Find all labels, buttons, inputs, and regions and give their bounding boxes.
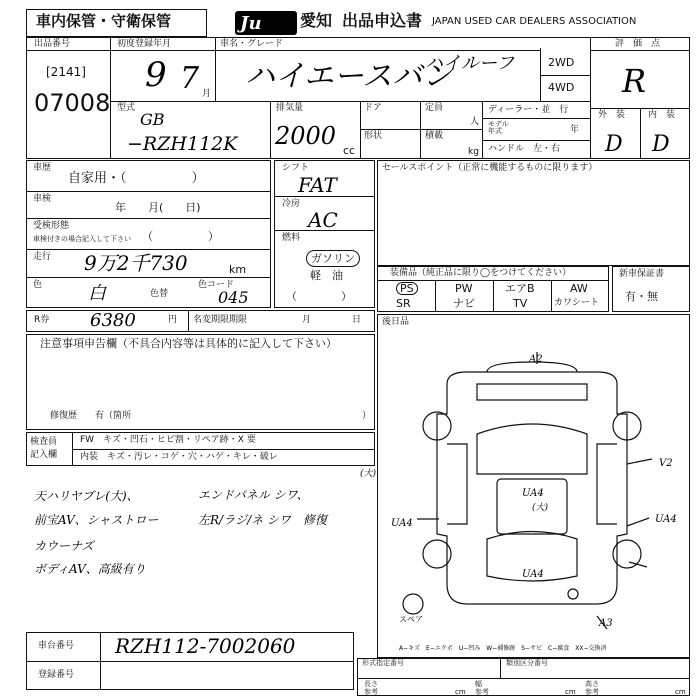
shape-label: 形状: [364, 131, 383, 141]
mileage-label: 走行: [33, 252, 52, 262]
shape-exam-value: （ ）: [142, 230, 219, 243]
color-code-value: 045: [218, 288, 249, 307]
mark-large: (大): [532, 503, 549, 513]
color-change-label: 色替: [150, 289, 169, 299]
handle-label: ハンドル 左・右: [488, 144, 561, 154]
mark-a2: A2: [529, 354, 543, 365]
cm-2: cm: [565, 688, 576, 696]
lot-number: 07008: [34, 89, 111, 117]
ref-1: 参考: [364, 688, 378, 696]
dealer-label: ディーラー・並 行: [488, 105, 569, 115]
mileage-unit: km: [229, 263, 247, 276]
ju-logo: Ju: [235, 11, 297, 35]
warranty-label: 新車保証書: [619, 269, 665, 279]
ref-2: 参考: [475, 688, 489, 696]
remark-2: エンドパネル シワ、: [198, 488, 309, 502]
mark-ua4-left: UA4: [391, 518, 413, 529]
reg-label: 初度登録年月: [117, 39, 172, 49]
repair-close: ）: [362, 411, 372, 421]
mileage-value: 9万2千730: [84, 251, 188, 275]
equipment-label: 装備品（純正品に限り◯をつけてください）: [390, 268, 572, 278]
int-score: D: [652, 132, 670, 157]
form-label: 形式指定番号: [362, 659, 404, 667]
expiry-label: 名変期限期限: [193, 315, 248, 325]
ac-value: AC: [308, 208, 338, 232]
expiry-day: 日: [352, 315, 362, 325]
mark-a3: A3: [599, 618, 613, 629]
chassis-label: 車台番号: [38, 641, 75, 651]
equip-airbag: エアB: [505, 282, 535, 295]
fuel-diesel: 軽 油: [310, 269, 343, 282]
year-unit: 年: [570, 125, 580, 135]
score-value: R: [622, 62, 647, 100]
cc-value: 2000: [275, 122, 337, 150]
cm-1: cm: [455, 688, 466, 696]
remark-5: カウーナズ: [34, 539, 94, 553]
mark-ua4-center: UA4: [522, 488, 544, 499]
cc-unit: cc: [343, 144, 356, 157]
equip-aw: AW: [570, 282, 588, 295]
model-1: GB: [140, 110, 165, 129]
shape-exam-sub: 車検付きの場合記入して下さい: [33, 235, 131, 243]
model-2: −RZH112K: [127, 133, 238, 155]
sales-points-label: セールスポイント（正常に機能するものに限ります）: [382, 163, 598, 173]
history-value: 自家用・（ ）: [68, 171, 205, 186]
keep-label: 車内保管・守衛保管: [36, 12, 172, 30]
remark-4: 左R/ラジ/ネ シワ 修復: [198, 513, 327, 527]
form-title: 出品申込書: [342, 11, 423, 30]
cap-unit: 人: [470, 117, 480, 127]
equip-seat: カワシート: [554, 298, 600, 308]
shape-exam-label: 受検形態: [33, 221, 70, 231]
cc-label: 排気量: [276, 103, 304, 113]
car-damage-diagram: [377, 314, 690, 658]
shift-value: FAT: [298, 173, 337, 197]
damage-legend: A−キズ E−エクボ U−凹み W−補修跡 S−サビ C−腐食 XX−交換済: [399, 645, 607, 652]
drive-4wd: 4WD: [548, 81, 575, 94]
inspector-label: 検査員 記入欄: [30, 437, 58, 460]
cm-3: cm: [675, 688, 686, 696]
ac-label: 冷房: [282, 199, 301, 209]
chassis-number: RZH112-7002060: [115, 634, 296, 658]
mark-ua4-right: UA4: [655, 514, 677, 525]
ref-3: 参考: [585, 688, 599, 696]
rear-seat-label: 後日品: [382, 317, 410, 327]
load-label: 積載: [425, 131, 444, 141]
equip-tv: TV: [513, 297, 528, 310]
yen-unit: 円: [168, 315, 178, 325]
door-label: ドア: [364, 103, 382, 113]
fuel-gasoline: ガソリン: [306, 250, 360, 267]
drive-2wd: 2WD: [548, 56, 575, 69]
lot-sub: [2141]: [46, 65, 86, 79]
association-name: JAPAN USED CAR DEALERS ASSOCIATION: [432, 16, 637, 27]
recycle-label: R券: [34, 315, 50, 325]
car-name: ハイエースバン: [245, 59, 453, 94]
equip-sr: SR: [396, 297, 411, 310]
interior-row: 内装 キズ・汚レ・コゲ・穴・ハゲ・キレ・破レ: [80, 452, 278, 462]
remark-6: ボディAV、高級有り: [34, 562, 146, 576]
recycle-amount: 6380: [90, 310, 136, 331]
remark-3: 前宝AV、シャストロー: [34, 513, 159, 527]
cap-label: 定員: [425, 103, 444, 113]
fuel-paren: （ ）: [286, 290, 352, 303]
inspection-value: 年 月( 日): [115, 201, 201, 214]
ext-label: 外 装: [598, 110, 626, 120]
mark-v2: V2: [659, 458, 673, 469]
interior-note: (大): [360, 469, 377, 479]
class-label: 類別区分番号: [506, 659, 548, 667]
score-label: 評 価 点: [615, 39, 661, 49]
remark-1: 天ハリヤブレ(大)、: [34, 489, 139, 503]
load-unit: kg: [468, 147, 479, 157]
height-label: 高さ: [585, 680, 599, 688]
color-code-label: 色コード: [198, 280, 235, 290]
model-year-label: モデル 年式: [488, 120, 509, 135]
model-label: 型式: [117, 103, 136, 113]
width-label: 幅: [475, 680, 482, 688]
brand-name: 愛知: [300, 11, 333, 30]
reg-month: 7: [180, 61, 200, 96]
spare-label: スペア: [399, 615, 423, 624]
lot-label: 出品番号: [34, 39, 71, 49]
reg-year: 9: [145, 55, 167, 95]
history-label: 車歴: [33, 163, 52, 173]
grade: ハイルーフ: [425, 53, 515, 74]
color-label: 色: [33, 280, 43, 290]
fuel-label: 燃料: [282, 233, 301, 243]
inspection-label: 車検: [33, 194, 52, 204]
equip-pw: PW: [455, 282, 473, 295]
sales-point-block: [377, 160, 690, 266]
ext-score: D: [605, 132, 623, 157]
repair-label: 修復歴 有（箇所: [50, 411, 132, 421]
notice-label: 注意事項申告欄（不具合内容等は具体的に記入して下さい）: [40, 337, 337, 350]
length-label: 長さ: [364, 680, 378, 688]
reg-no-label: 登録番号: [38, 670, 75, 680]
expiry-month: 月: [302, 315, 312, 325]
shift-label: シフト: [282, 163, 310, 173]
warranty-value: 有・無: [625, 290, 658, 303]
color-value: 白: [88, 283, 106, 304]
equip-ps: PS: [396, 282, 418, 295]
int-label: 内 装: [648, 110, 676, 120]
equip-navi: ナビ: [453, 297, 475, 310]
name-label: 車名・グレード: [220, 39, 284, 49]
fw-row: FW キズ・凹石・ヒビ割・リペア跡・X 要: [80, 435, 256, 445]
mark-ua4-rear: UA4: [522, 569, 544, 580]
month-unit: 月: [202, 89, 212, 99]
